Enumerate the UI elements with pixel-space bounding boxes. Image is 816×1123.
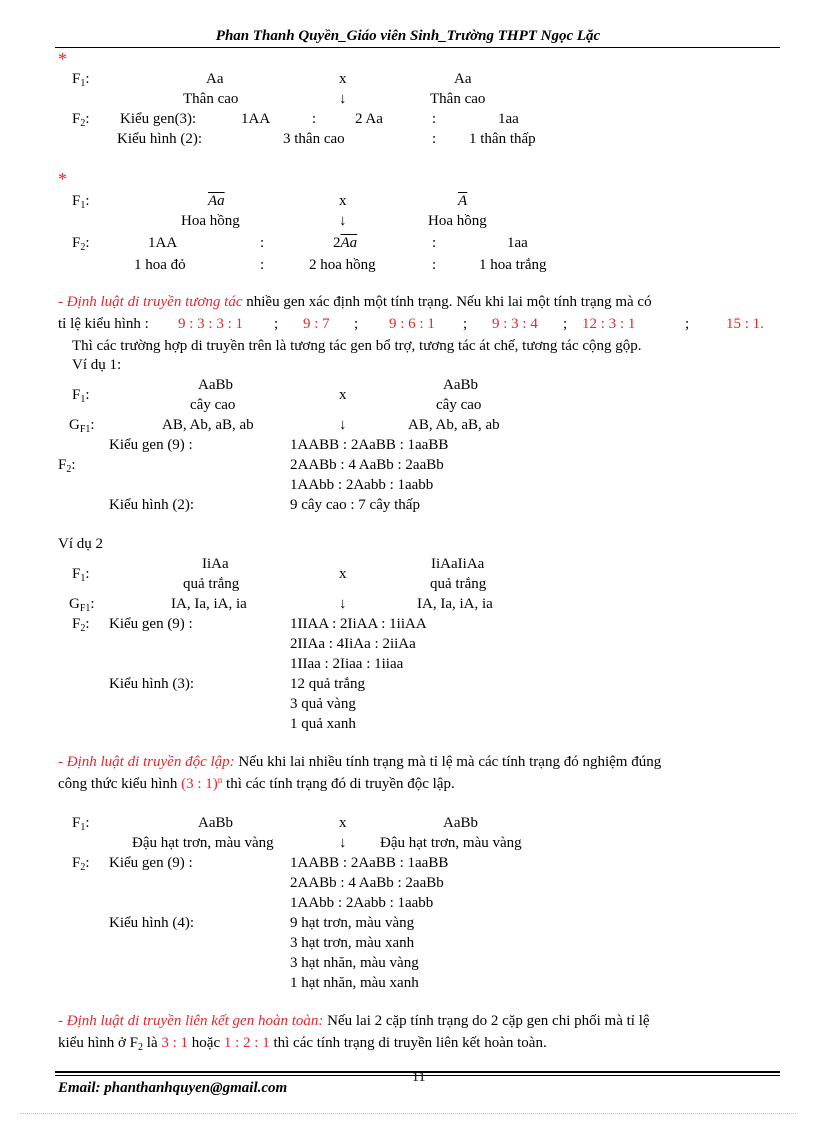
genotype-3: 1aa	[498, 111, 519, 127]
ratio-1: 9 : 3 : 3 : 1	[178, 316, 244, 332]
parent2-phenotype: Hoa hồng	[428, 213, 487, 229]
genotype-1: 1AA	[241, 111, 271, 127]
gamete-label: $G_{F1}$:	[69, 417, 95, 435]
cross-symbol: x	[339, 815, 347, 831]
separator: ;	[354, 316, 359, 332]
ratio-2: 9 : 7	[303, 316, 330, 332]
genotype-3: 1aa	[507, 235, 528, 251]
genotype-row: 1AAbb : 2Aabb : 1aabb	[290, 895, 434, 911]
colon: :	[260, 235, 265, 251]
genotype-label: Kiểu gen(3):	[120, 111, 197, 127]
f2-label: $F_2$:	[58, 457, 76, 475]
ratio-6: 15 : 1.	[726, 316, 764, 332]
genotype-row: 2IIAa : 4IiAa : 2iiAa	[290, 636, 416, 652]
phenotype-2: 2 hoa hồng	[309, 257, 376, 273]
separator: ;	[563, 316, 568, 332]
phenotype-label: Kiểu hình (2):	[109, 497, 194, 513]
arrow-down: ↓	[339, 835, 347, 851]
colon: :	[432, 257, 437, 273]
parent1-genotype: AaBb	[198, 377, 233, 393]
cross-symbol: x	[339, 193, 347, 209]
ratio-5: 12 : 3 : 1	[582, 316, 636, 332]
f1-label: $F_1$:	[72, 193, 90, 211]
interaction-law-line1: - Định luật di truyền tương tác nhiều gen xác định một tính trạng. Nếu khi lai một tính trạng mà có	[58, 294, 652, 310]
f2-label: $F_2$:	[72, 616, 90, 634]
genotype-label: Kiểu gen (9) :	[109, 437, 193, 453]
phenotype-row: 1 hạt nhăn, màu xanh	[290, 975, 419, 991]
parent2-phenotype: cây cao	[436, 397, 482, 413]
parent2-genotype: IiAaIiAa	[431, 556, 485, 572]
parent1-genotype: Aa	[206, 71, 224, 87]
colon: :	[260, 257, 265, 273]
phenotype-3: 1 hoa trắng	[479, 257, 547, 273]
colon: :	[432, 111, 437, 127]
f1-label: $F_1$:	[72, 71, 90, 89]
colon: :	[432, 235, 437, 251]
star-marker: *	[58, 49, 67, 69]
phenotype-1: 3 thân cao	[283, 131, 345, 147]
parent2-genotype: AaBb	[443, 815, 478, 831]
ratio-3: 9 : 6 : 1	[389, 316, 435, 332]
genotype-row: 1AAbb : 2Aabb : 1aabb	[290, 477, 434, 493]
genotype-1: 1AA	[148, 235, 178, 251]
arrow-down: ↓	[339, 596, 347, 612]
example-2-title: Ví dụ 2	[58, 536, 103, 552]
phenotype-row: 3 hạt trơn, màu xanh	[290, 935, 415, 951]
phenotype-row: 3 quả vàng	[290, 696, 356, 712]
phenotype-2: 1 thân thấp	[469, 131, 536, 147]
phenotype-label: Kiểu hình (3):	[109, 676, 194, 692]
arrow-down: ↓	[339, 91, 347, 107]
parent1-phenotype: Thân cao	[183, 91, 239, 107]
interaction-ratios: tỉ lệ kiểu hình :	[58, 316, 149, 332]
arrow-down: ↓	[339, 213, 347, 229]
f1-label: $F_1$:	[72, 387, 90, 405]
cross-symbol: x	[339, 566, 347, 582]
phenotype-row: 9 hạt trơn, màu vàng	[290, 915, 415, 931]
separator: ;	[274, 316, 279, 332]
phenotype-label: Kiểu hình (4):	[109, 915, 194, 931]
separator: ;	[463, 316, 468, 332]
genotype-row: 1IIaa : 2Iiaa : 1iiaa	[290, 656, 404, 672]
genotype-row: 2AABb : 4 AaBb : 2aaBb	[290, 457, 444, 473]
phenotype-row: 1 quả xanh	[290, 716, 356, 732]
independent-law-line2: công thức kiểu hình (3 : 1)$^n$ thì các tính trạng đó di truyền độc lập.	[58, 775, 455, 792]
genotype-row: 2AABb : 4 AaBb : 2aaBb	[290, 875, 444, 891]
genotype-2: 2 Aa	[355, 111, 383, 127]
header-rule	[55, 47, 780, 48]
parent2-genotype: Aa	[454, 71, 472, 87]
genotype-row: 1IIAA : 2IiAA : 1iiAA	[290, 616, 427, 632]
parent2-phenotype: quả trắng	[430, 576, 487, 592]
ratio-4: 9 : 3 : 4	[492, 316, 538, 332]
f2-label: $F_2$:	[72, 855, 90, 873]
parent1-genotype: IiAa	[202, 556, 229, 572]
parent2-phenotype: Thân cao	[430, 91, 486, 107]
genotype-label: Kiểu gen (9) :	[109, 616, 193, 632]
phenotype-1: 1 hoa đỏ	[134, 257, 186, 273]
separator: ;	[685, 316, 690, 332]
star-marker: *	[58, 169, 67, 189]
parent1-phenotype: quả trắng	[183, 576, 240, 592]
parent1-genotype: $\overline{Aa}$	[208, 193, 225, 209]
footer-email: Email: phanthanhquyen@gmail.com	[58, 1080, 288, 1096]
phenotype-row: 3 hạt nhăn, màu vàng	[290, 955, 419, 971]
gametes-2: AB, Ab, aB, ab	[408, 417, 500, 433]
linkage-law-line1: - Định luật di truyền liên kết gen hoàn toàn: Nếu lai 2 cặp tính trạng do 2 cặp gen chi phối mà tỉ lệ	[58, 1013, 650, 1029]
genotype-row: 1AABB : 2AaBB : 1aaBB	[290, 437, 449, 453]
parent2-phenotype: Đậu hạt trơn, màu vàng	[380, 835, 522, 851]
page-bottom-dotted-line	[20, 1113, 796, 1114]
f1-label: $F_1$:	[72, 815, 90, 833]
genotype-row: 1AABB : 2AaBB : 1aaBB	[290, 855, 449, 871]
f1-label: $F_1$:	[72, 566, 90, 584]
page-header: Phan Thanh Quyền_Giáo viên Sinh_Trường THPT Ngọc Lặc	[215, 28, 601, 44]
arrow-down: ↓	[339, 417, 347, 433]
gametes-2: IA, Ia, iA, ia	[417, 596, 493, 612]
independent-law-line1: - Định luật di truyền độc lập: Nếu khi lai nhiều tính trạng mà tỉ lệ mà các tính trạng đó nghiệm đúng	[58, 754, 662, 770]
parent2-genotype: AaBb	[443, 377, 478, 393]
gamete-label: $G_{F1}$:	[69, 596, 95, 614]
phenotype-row: 9 cây cao : 7 cây thấp	[290, 497, 420, 513]
genotype-label: Kiểu gen (9) :	[109, 855, 193, 871]
interaction-conclusion: Thì các trường hợp di truyền trên là tương tác gen bổ trợ, tương tác át chế, tương tác cộng gộp.	[72, 338, 642, 354]
phenotype-row: 12 quả trắng	[290, 676, 365, 692]
page-number: 11	[412, 1070, 426, 1085]
colon: :	[312, 111, 317, 127]
parent1-phenotype: Đậu hạt trơn, màu vàng	[132, 835, 274, 851]
parent2-genotype: $\overline{A}$	[458, 193, 468, 209]
gametes-1: IA, Ia, iA, ia	[171, 596, 247, 612]
colon: :	[432, 131, 437, 147]
parent1-phenotype: cây cao	[190, 397, 236, 413]
genotype-2: $2\overline{Aa}$	[333, 235, 358, 251]
parent1-phenotype: Hoa hồng	[181, 213, 240, 229]
parent1-genotype: AaBb	[198, 815, 233, 831]
phenotype-label: Kiểu hình (2):	[117, 131, 202, 147]
gametes-1: AB, Ab, aB, ab	[162, 417, 254, 433]
cross-symbol: x	[339, 387, 347, 403]
f2-label: $F_2$:	[72, 235, 90, 253]
example-1-title: Ví dụ 1:	[72, 357, 122, 373]
f2-label: $F_2$:	[72, 111, 90, 129]
cross-symbol: x	[339, 71, 347, 87]
linkage-law-line2: kiểu hình ở $F_2$ là 3 : 1 hoặc 1 : 2 : 1 thì các tính trạng di truyền liên kết hoàn toàn.	[58, 1035, 547, 1053]
